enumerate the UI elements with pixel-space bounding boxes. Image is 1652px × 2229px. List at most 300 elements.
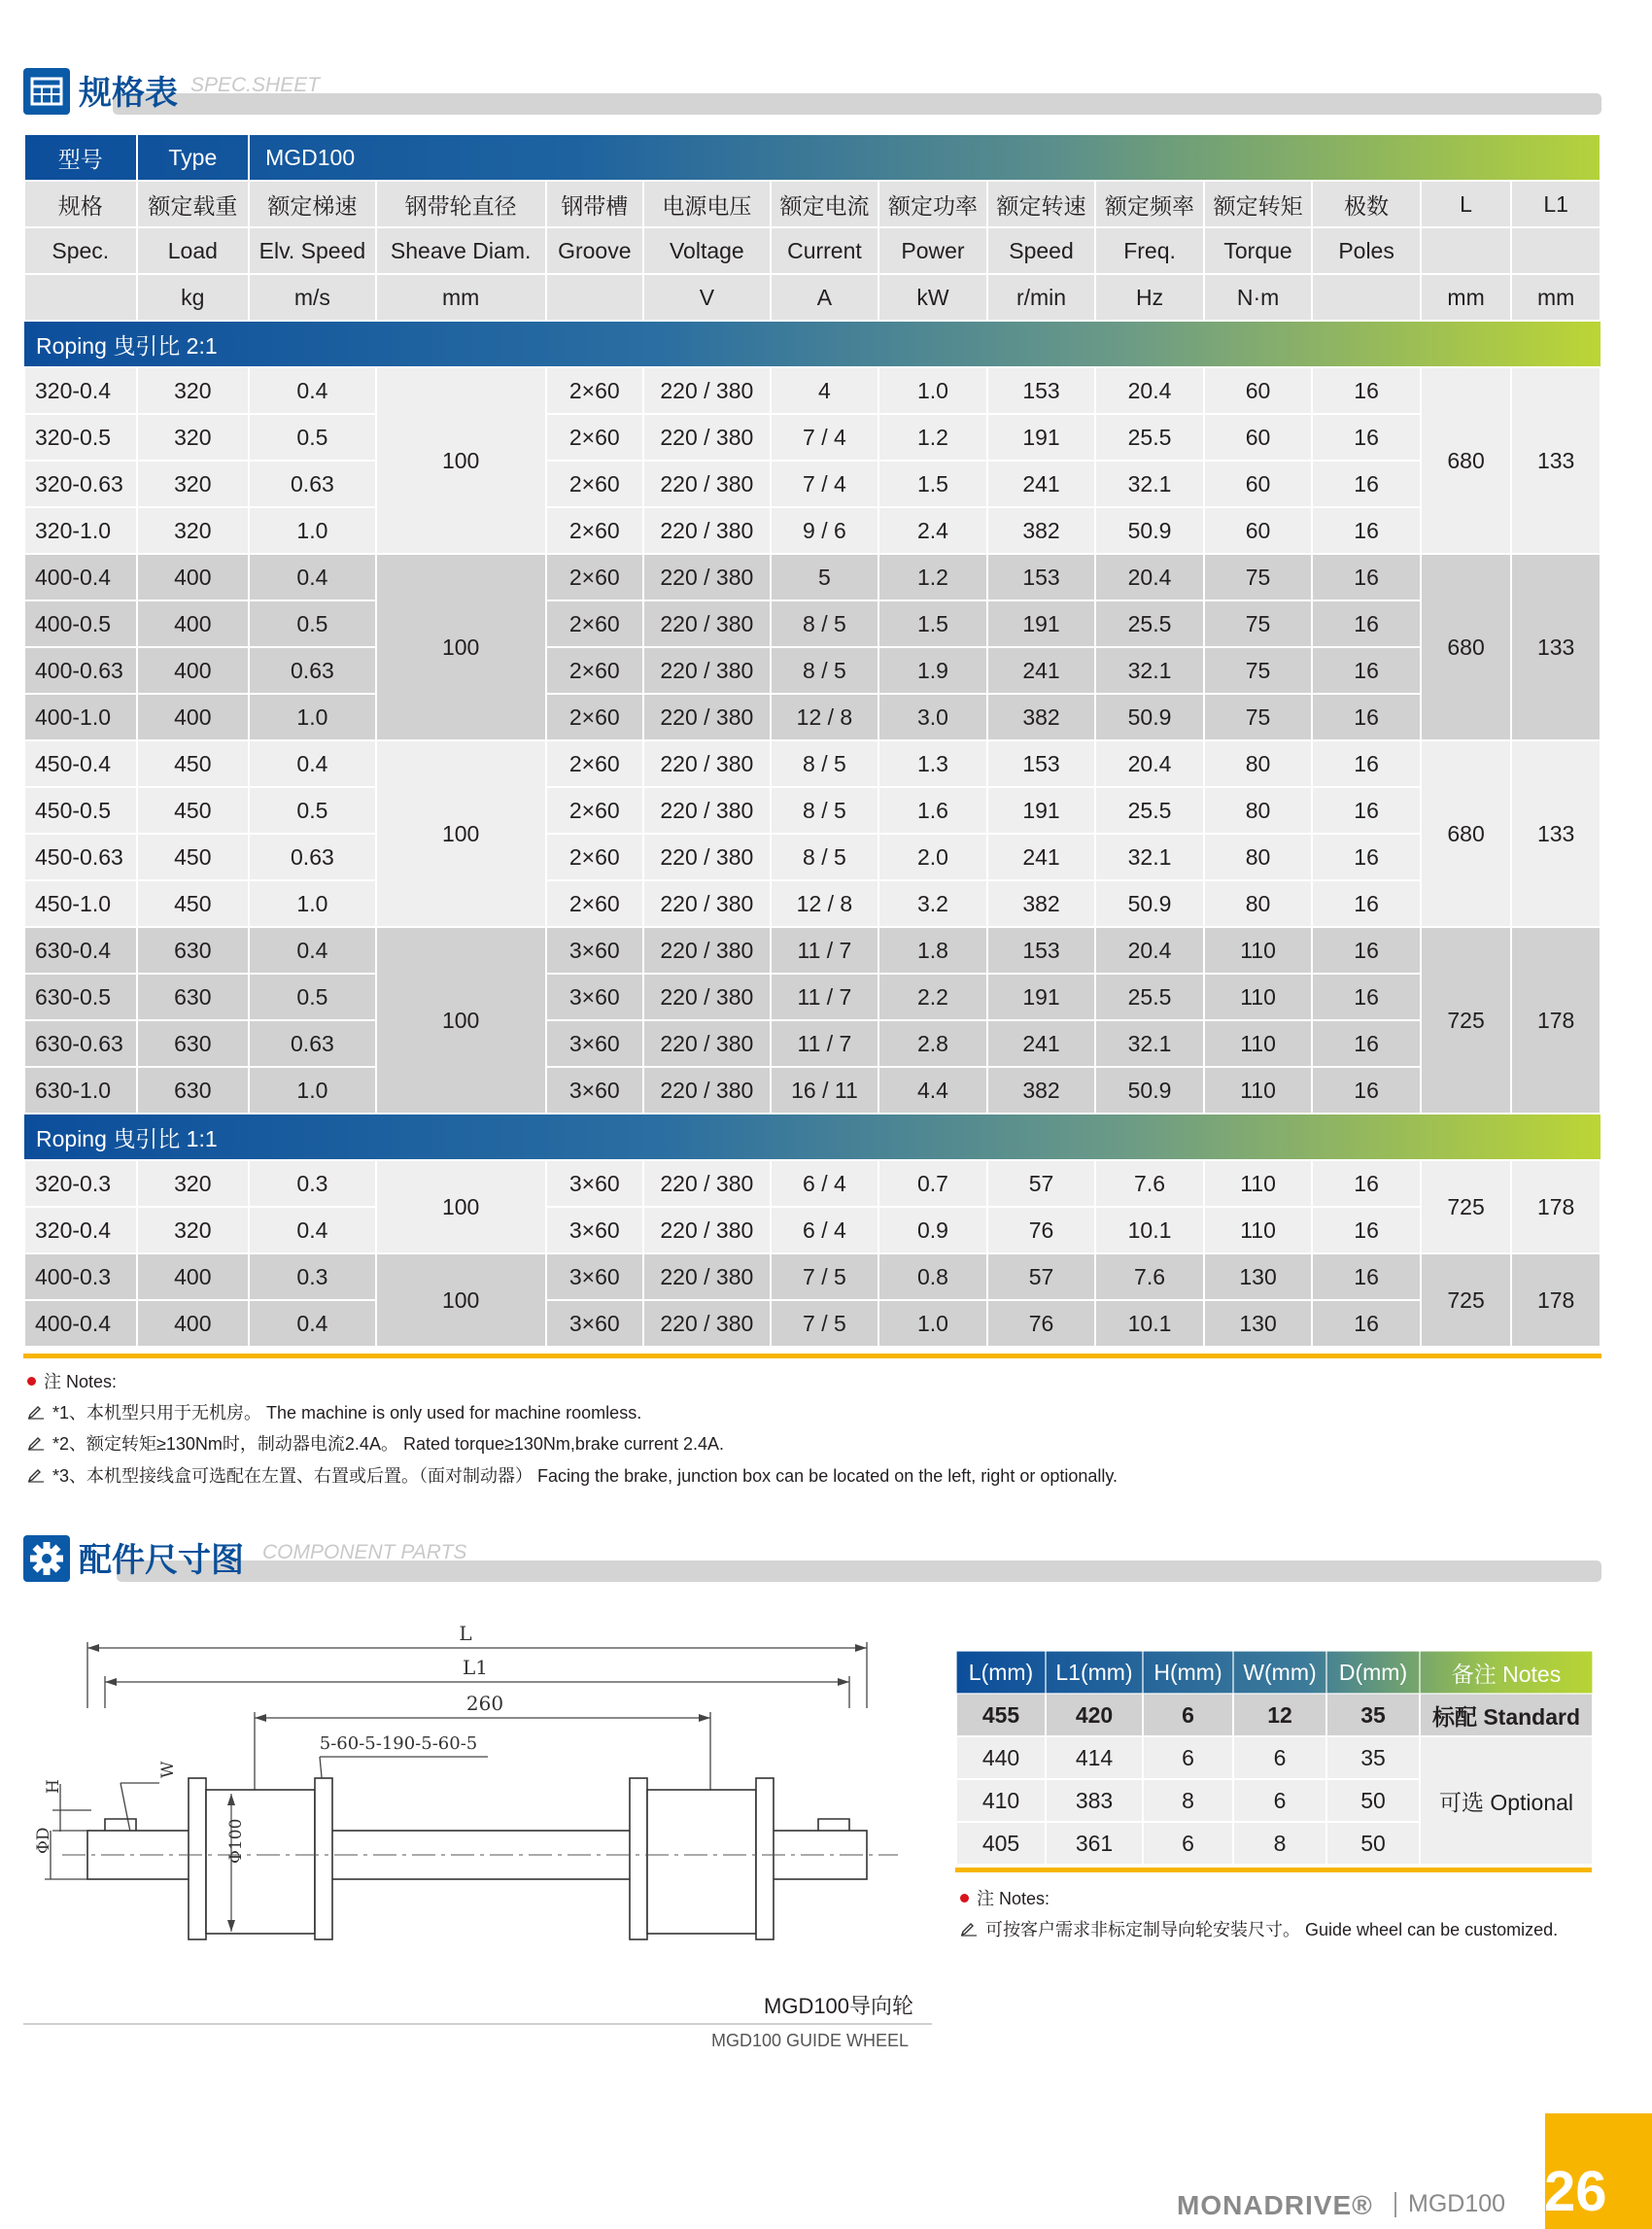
table-cell: 400-1.0 <box>24 694 137 740</box>
table-cell: 0.4 <box>249 740 376 787</box>
header-cell: 额定功率 <box>878 181 987 227</box>
table-cell: 0.63 <box>249 647 376 694</box>
table-cell: 450-0.63 <box>24 834 137 880</box>
table-cell: 0.5 <box>249 974 376 1020</box>
table-cell: 25.5 <box>1095 600 1204 647</box>
table-row <box>24 367 1600 414</box>
header-row-cn <box>24 181 1600 227</box>
table-cell: 220 / 380 <box>643 507 771 554</box>
table-cell: 3.2 <box>878 880 987 927</box>
table-cell: 1.0 <box>249 507 376 554</box>
table-cell: 2×60 <box>546 880 643 927</box>
table-row <box>24 740 1600 787</box>
component-cell: 8 <box>1143 1779 1233 1822</box>
table-cell: 32.1 <box>1095 834 1204 880</box>
table-cell: 25.5 <box>1095 787 1204 834</box>
table-cell: 50.9 <box>1095 880 1204 927</box>
label-L1: L1 <box>462 1656 489 1679</box>
table-cell: 400-0.4 <box>24 1300 137 1347</box>
table-cell: 450 <box>137 834 250 880</box>
table-row <box>24 880 1600 927</box>
table-cell: 1.0 <box>878 1300 987 1347</box>
table-cell: 8 / 5 <box>771 600 879 647</box>
table-cell: 25.5 <box>1095 414 1204 461</box>
table-cell: 16 <box>1312 834 1421 880</box>
length-L1-cell: 133 <box>1511 554 1600 740</box>
table-cell: 12 / 8 <box>771 880 879 927</box>
table-cell: 16 <box>1312 1300 1421 1347</box>
table-cell: 80 <box>1204 834 1313 880</box>
header-row-units <box>24 274 1600 321</box>
component-cell: 405 <box>956 1822 1046 1865</box>
component-cell: 414 <box>1046 1736 1143 1779</box>
table-cell: 0.8 <box>878 1253 987 1300</box>
table-cell: 0.3 <box>249 1160 376 1207</box>
table-cell: 110 <box>1204 927 1313 974</box>
table-cell: 450-1.0 <box>24 880 137 927</box>
brand-logo: MONADRIVE® <box>1177 2190 1373 2220</box>
table-cell: 4 <box>771 367 879 414</box>
table-cell: 630 <box>137 927 250 974</box>
table-cell: 75 <box>1204 647 1313 694</box>
table-cell: 16 / 11 <box>771 1067 879 1114</box>
table-cell: 76 <box>987 1300 1096 1347</box>
table-cell: 16 <box>1312 974 1421 1020</box>
table-cell: 0.4 <box>249 1207 376 1253</box>
label-L: L <box>459 1622 472 1645</box>
notes-title-text: 注 Notes: <box>44 1372 118 1391</box>
section-title: 配件尺寸图 <box>79 1541 244 1580</box>
table-cell: 2×60 <box>546 461 643 507</box>
component-cell: 420 <box>1046 1694 1143 1736</box>
table-cell: 0.9 <box>878 1207 987 1253</box>
table-cell: 630 <box>137 1067 250 1114</box>
table-cell: 16 <box>1312 1207 1421 1253</box>
component-cell: 8 <box>1233 1822 1326 1865</box>
table-cell: 6 / 4 <box>771 1207 879 1253</box>
header-cell: 电源电压 <box>643 181 771 227</box>
note-text-1: *1、本机型只用于无机房。 The machine is only used for machine roomless. <box>52 1403 642 1423</box>
header-cell: Power <box>878 227 987 274</box>
table-cell: 16 <box>1312 1067 1421 1114</box>
table-cell: 16 <box>1312 554 1421 600</box>
length-L-cell: 680 <box>1421 367 1511 554</box>
component-cell: 383 <box>1046 1779 1143 1822</box>
label-dia: Φ100 <box>226 1818 246 1864</box>
header-cell: Load <box>137 227 250 274</box>
table-cell: 153 <box>987 740 1096 787</box>
spec-sheet-header <box>23 64 1601 119</box>
length-L-cell: 680 <box>1421 554 1511 740</box>
table-cell: 8 / 5 <box>771 834 879 880</box>
table-cell: 220 / 380 <box>643 1207 771 1253</box>
component-cell: 410 <box>956 1779 1046 1822</box>
table-cell: 16 <box>1312 367 1421 414</box>
footer-model: MGD100 <box>1408 2190 1506 2217</box>
table-cell: 11 / 7 <box>771 1020 879 1067</box>
table-cell: 220 / 380 <box>643 600 771 647</box>
table-cell: 16 <box>1312 647 1421 694</box>
table-cell: 382 <box>987 507 1096 554</box>
caption-rule <box>23 2023 932 2025</box>
drawing-caption-cn: MGD100导向轮 <box>764 1994 914 2018</box>
table-cell: 2.4 <box>878 507 987 554</box>
pen-icon <box>27 1406 45 1420</box>
component-header-cell: L(mm) <box>956 1651 1046 1694</box>
label-D: ΦD <box>34 1827 53 1854</box>
sheave-diameter-cell: 100 <box>376 927 546 1114</box>
table-cell: 3×60 <box>546 1067 643 1114</box>
table-cell: 20.4 <box>1095 554 1204 600</box>
bullet-dot-icon <box>960 1894 969 1903</box>
optional-row <box>956 1736 1593 1779</box>
header-cell: mm <box>1511 274 1600 321</box>
table-cell: 16 <box>1312 880 1421 927</box>
notes-title <box>960 1885 1050 1910</box>
header-cell: Freq. <box>1095 227 1204 274</box>
table-cell: 400 <box>137 694 250 740</box>
header-cell: Voltage <box>643 227 771 274</box>
table-cell: 320-0.5 <box>24 414 137 461</box>
table-cell: 191 <box>987 787 1096 834</box>
table-cell: 382 <box>987 694 1096 740</box>
note-item <box>27 1430 724 1456</box>
table-cell: 50.9 <box>1095 507 1204 554</box>
header-cell: Groove <box>546 227 643 274</box>
model-name: MGD100 <box>249 134 1600 181</box>
header-cell: 额定转速 <box>987 181 1096 227</box>
header-cell: Poles <box>1312 227 1421 274</box>
table-cell: 153 <box>987 367 1096 414</box>
component-cell: 6 <box>1233 1736 1326 1779</box>
header-cell: 钢带轮直径 <box>376 181 546 227</box>
length-L-cell: 725 <box>1421 1253 1511 1347</box>
table-cell: 320 <box>137 367 250 414</box>
roping-label: Roping 曳引比 2:1 <box>36 332 218 359</box>
note-item <box>960 1916 1558 1941</box>
standard-row <box>956 1694 1593 1736</box>
table-cell: 16 <box>1312 787 1421 834</box>
table-row <box>24 600 1600 647</box>
table-cell: 400 <box>137 1300 250 1347</box>
component-header-cell: D(mm) <box>1326 1651 1420 1694</box>
component-table <box>955 1650 1594 1866</box>
header-cell <box>1421 227 1511 274</box>
header-cell: 极数 <box>1312 181 1421 227</box>
table-cell: 10.1 <box>1095 1300 1204 1347</box>
table-cell: 320 <box>137 414 250 461</box>
table-cell: 1.2 <box>878 414 987 461</box>
table-cell: 191 <box>987 414 1096 461</box>
table-cell: 7 / 5 <box>771 1253 879 1300</box>
table-cell: 2×60 <box>546 507 643 554</box>
table-cell: 2×60 <box>546 647 643 694</box>
table-cell: 630-0.4 <box>24 927 137 974</box>
header-cell: 额定转矩 <box>1204 181 1313 227</box>
component-note-text: 可按客户需求非标定制导向轮安装尺寸。 Guide wheel can be customized. <box>985 1920 1559 1939</box>
table-cell: 241 <box>987 1020 1096 1067</box>
page-number: 26 <box>1544 2160 1607 2223</box>
table-cell: 3×60 <box>546 974 643 1020</box>
header-cell <box>24 274 137 321</box>
table-cell: 60 <box>1204 507 1313 554</box>
table-cell: 241 <box>987 647 1096 694</box>
table-cell: 400 <box>137 1253 250 1300</box>
note-item <box>27 1462 1118 1488</box>
table-cell: 0.5 <box>249 600 376 647</box>
table-cell: 130 <box>1204 1300 1313 1347</box>
table-cell: 75 <box>1204 694 1313 740</box>
table-cell: 450 <box>137 740 250 787</box>
header-cell: Current <box>771 227 879 274</box>
table-cell: 1.3 <box>878 740 987 787</box>
table-cell: 25.5 <box>1095 974 1204 1020</box>
header-cell: 规格 <box>24 181 137 227</box>
label-H: H <box>44 1779 63 1794</box>
table-cell: 241 <box>987 461 1096 507</box>
roping-label: Roping 曳引比 1:1 <box>36 1125 218 1151</box>
table-row <box>24 787 1600 834</box>
table-cell: 80 <box>1204 880 1313 927</box>
gear-icon <box>23 1535 70 1582</box>
table-cell: 110 <box>1204 1160 1313 1207</box>
header-cell: mm <box>1421 274 1511 321</box>
table-cell: 3×60 <box>546 1300 643 1347</box>
table-row <box>24 414 1600 461</box>
table-cell: 0.4 <box>249 1300 376 1347</box>
table-cell: 80 <box>1204 740 1313 787</box>
table-cell: 130 <box>1204 1253 1313 1300</box>
table-cell: 220 / 380 <box>643 1253 771 1300</box>
table-row <box>24 554 1600 600</box>
table-cell: 220 / 380 <box>643 461 771 507</box>
table-cell: 320-0.4 <box>24 1207 137 1253</box>
table-cell: 320 <box>137 1207 250 1253</box>
table-cell: 2×60 <box>546 554 643 600</box>
component-cell: 6 <box>1143 1736 1233 1779</box>
table-row <box>24 927 1600 974</box>
table-cell: 3×60 <box>546 927 643 974</box>
table-cell: 191 <box>987 974 1096 1020</box>
table-cell: 320-0.3 <box>24 1160 137 1207</box>
table-cell: 1.5 <box>878 600 987 647</box>
table-cell: 0.4 <box>249 554 376 600</box>
length-L1-cell: 133 <box>1511 367 1600 554</box>
header-cell: A <box>771 274 879 321</box>
table-cell: 3×60 <box>546 1207 643 1253</box>
component-header-cell: H(mm) <box>1143 1651 1233 1694</box>
table-cell: 75 <box>1204 554 1313 600</box>
notes-title <box>27 1368 117 1393</box>
component-cell: 6 <box>1143 1694 1233 1736</box>
header-cell <box>1511 227 1600 274</box>
table-cell: 9 / 6 <box>771 507 879 554</box>
table-cell: 220 / 380 <box>643 740 771 787</box>
length-L1-cell: 133 <box>1511 740 1600 927</box>
table-cell: 16 <box>1312 694 1421 740</box>
header-cell: Spec. <box>24 227 137 274</box>
header-cell: r/min <box>987 274 1096 321</box>
table-cell: 220 / 380 <box>643 414 771 461</box>
header-cell: 额定载重 <box>137 181 250 227</box>
table-cell: 57 <box>987 1160 1096 1207</box>
table-row <box>24 461 1600 507</box>
component-cell: 35 <box>1326 1694 1420 1736</box>
table-cell: 220 / 380 <box>643 1300 771 1347</box>
table-cell: 3×60 <box>546 1160 643 1207</box>
table-cell: 50.9 <box>1095 1067 1204 1114</box>
length-L-cell: 680 <box>1421 740 1511 927</box>
type-en: Type <box>137 134 250 181</box>
table-cell: 220 / 380 <box>643 1020 771 1067</box>
table-cell: 3×60 <box>546 1253 643 1300</box>
standard-note-cell: 标配 Standard <box>1420 1694 1593 1736</box>
table-cell: 450-0.4 <box>24 740 137 787</box>
table-cell: 2×60 <box>546 414 643 461</box>
table-cell: 320 <box>137 507 250 554</box>
table-cell: 57 <box>987 1253 1096 1300</box>
table-cell: 7 / 4 <box>771 461 879 507</box>
section-title: 规格表 <box>79 74 178 113</box>
table-row <box>24 1253 1600 1300</box>
table-cell: 75 <box>1204 600 1313 647</box>
table-row <box>24 507 1600 554</box>
table-row <box>24 647 1600 694</box>
table-cell: 16 <box>1312 1020 1421 1067</box>
table-row <box>24 1020 1600 1067</box>
table-cell: 110 <box>1204 974 1313 1020</box>
component-cell: 6 <box>1143 1822 1233 1865</box>
right-drum <box>647 1790 756 1934</box>
table-cell: 191 <box>987 600 1096 647</box>
optional-note-cell: 可选 Optional <box>1420 1736 1593 1865</box>
table-cell: 16 <box>1312 507 1421 554</box>
table-cell: 16 <box>1312 1160 1421 1207</box>
length-L1-cell: 178 <box>1511 1253 1600 1347</box>
table-cell: 382 <box>987 1067 1096 1114</box>
component-cell: 50 <box>1326 1779 1420 1822</box>
table-row <box>24 834 1600 880</box>
table-cell: 2×60 <box>546 834 643 880</box>
table-cell: 2×60 <box>546 787 643 834</box>
table-cell: 20.4 <box>1095 367 1204 414</box>
table-cell: 32.1 <box>1095 461 1204 507</box>
table-cell: 20.4 <box>1095 927 1204 974</box>
table-cell: 0.5 <box>249 787 376 834</box>
component-cell: 440 <box>956 1736 1046 1779</box>
left-flange <box>189 1778 206 1939</box>
table-row <box>24 694 1600 740</box>
table-cell: 16 <box>1312 461 1421 507</box>
table-cell: 76 <box>987 1207 1096 1253</box>
table-icon <box>23 68 70 115</box>
table-cell: 3.0 <box>878 694 987 740</box>
table-cell: 1.6 <box>878 787 987 834</box>
header-cell: 额定频率 <box>1095 181 1204 227</box>
table-cell: 400 <box>137 554 250 600</box>
table-cell: 2×60 <box>546 694 643 740</box>
table-cell: 16 <box>1312 740 1421 787</box>
table-cell: 4.4 <box>878 1067 987 1114</box>
table-row <box>24 1160 1600 1207</box>
header-cell: Sheave Diam. <box>376 227 546 274</box>
bullet-dot-icon <box>27 1377 36 1386</box>
component-header-cell: 备注 Notes <box>1420 1651 1593 1694</box>
component-cell: 12 <box>1233 1694 1326 1736</box>
header-cell: N·m <box>1204 274 1313 321</box>
table-cell: 153 <box>987 554 1096 600</box>
table-cell: 220 / 380 <box>643 834 771 880</box>
table-cell: 382 <box>987 880 1096 927</box>
pen-icon <box>27 1469 45 1483</box>
type-row <box>24 134 1600 181</box>
table-cell: 1.0 <box>249 1067 376 1114</box>
header-cell <box>1312 274 1421 321</box>
table-cell: 110 <box>1204 1067 1313 1114</box>
header-cell: Speed <box>987 227 1096 274</box>
table-row <box>24 1067 1600 1114</box>
table-cell: 1.0 <box>249 694 376 740</box>
notes-title-text: 注 Notes: <box>977 1889 1050 1908</box>
table-cell: 400-0.4 <box>24 554 137 600</box>
note-item <box>27 1399 641 1424</box>
table-cell: 16 <box>1312 600 1421 647</box>
component-parts-header <box>23 1531 1601 1586</box>
table-cell: 630 <box>137 1020 250 1067</box>
header-cell: kg <box>137 274 250 321</box>
table-cell: 1.0 <box>249 880 376 927</box>
table-cell: 320-1.0 <box>24 507 137 554</box>
table-cell: 450-0.5 <box>24 787 137 834</box>
component-header-cell: L1(mm) <box>1046 1651 1143 1694</box>
table-cell: 2×60 <box>546 740 643 787</box>
table-cell: 450 <box>137 880 250 927</box>
table-cell: 12 / 8 <box>771 694 879 740</box>
footer-divider <box>1394 2192 1396 2217</box>
table-cell: 630-1.0 <box>24 1067 137 1114</box>
length-L1-cell: 178 <box>1511 927 1600 1114</box>
table-cell: 1.9 <box>878 647 987 694</box>
table-cell: 60 <box>1204 461 1313 507</box>
table-cell: 8 / 5 <box>771 647 879 694</box>
header-cell: L <box>1421 181 1511 227</box>
header-cell: 额定电流 <box>771 181 879 227</box>
header-row-en <box>24 227 1600 274</box>
sheave-diameter-cell: 100 <box>376 740 546 927</box>
header-cell: V <box>643 274 771 321</box>
table-cell: 7 / 5 <box>771 1300 879 1347</box>
table-cell: 16 <box>1312 1253 1421 1300</box>
table-cell: 0.7 <box>878 1160 987 1207</box>
left-drum <box>206 1790 315 1934</box>
section-subtitle: COMPONENT PARTS <box>262 1541 467 1563</box>
table-cell: 0.4 <box>249 367 376 414</box>
component-cell: 455 <box>956 1694 1046 1736</box>
component-cell: 50 <box>1326 1822 1420 1865</box>
header-cell: m/s <box>249 274 376 321</box>
table-cell: 11 / 7 <box>771 927 879 974</box>
table-cell: 5 <box>771 554 879 600</box>
table-row <box>24 1207 1600 1253</box>
table-cell: 241 <box>987 834 1096 880</box>
label-260: 260 <box>465 1692 504 1715</box>
table-cell: 20.4 <box>1095 740 1204 787</box>
sheave-diameter-cell: 100 <box>376 1160 546 1253</box>
table-cell: 2.0 <box>878 834 987 880</box>
guide-wheel-drawing <box>23 1603 946 1963</box>
table-cell: 2.8 <box>878 1020 987 1067</box>
header-cell: Hz <box>1095 274 1204 321</box>
